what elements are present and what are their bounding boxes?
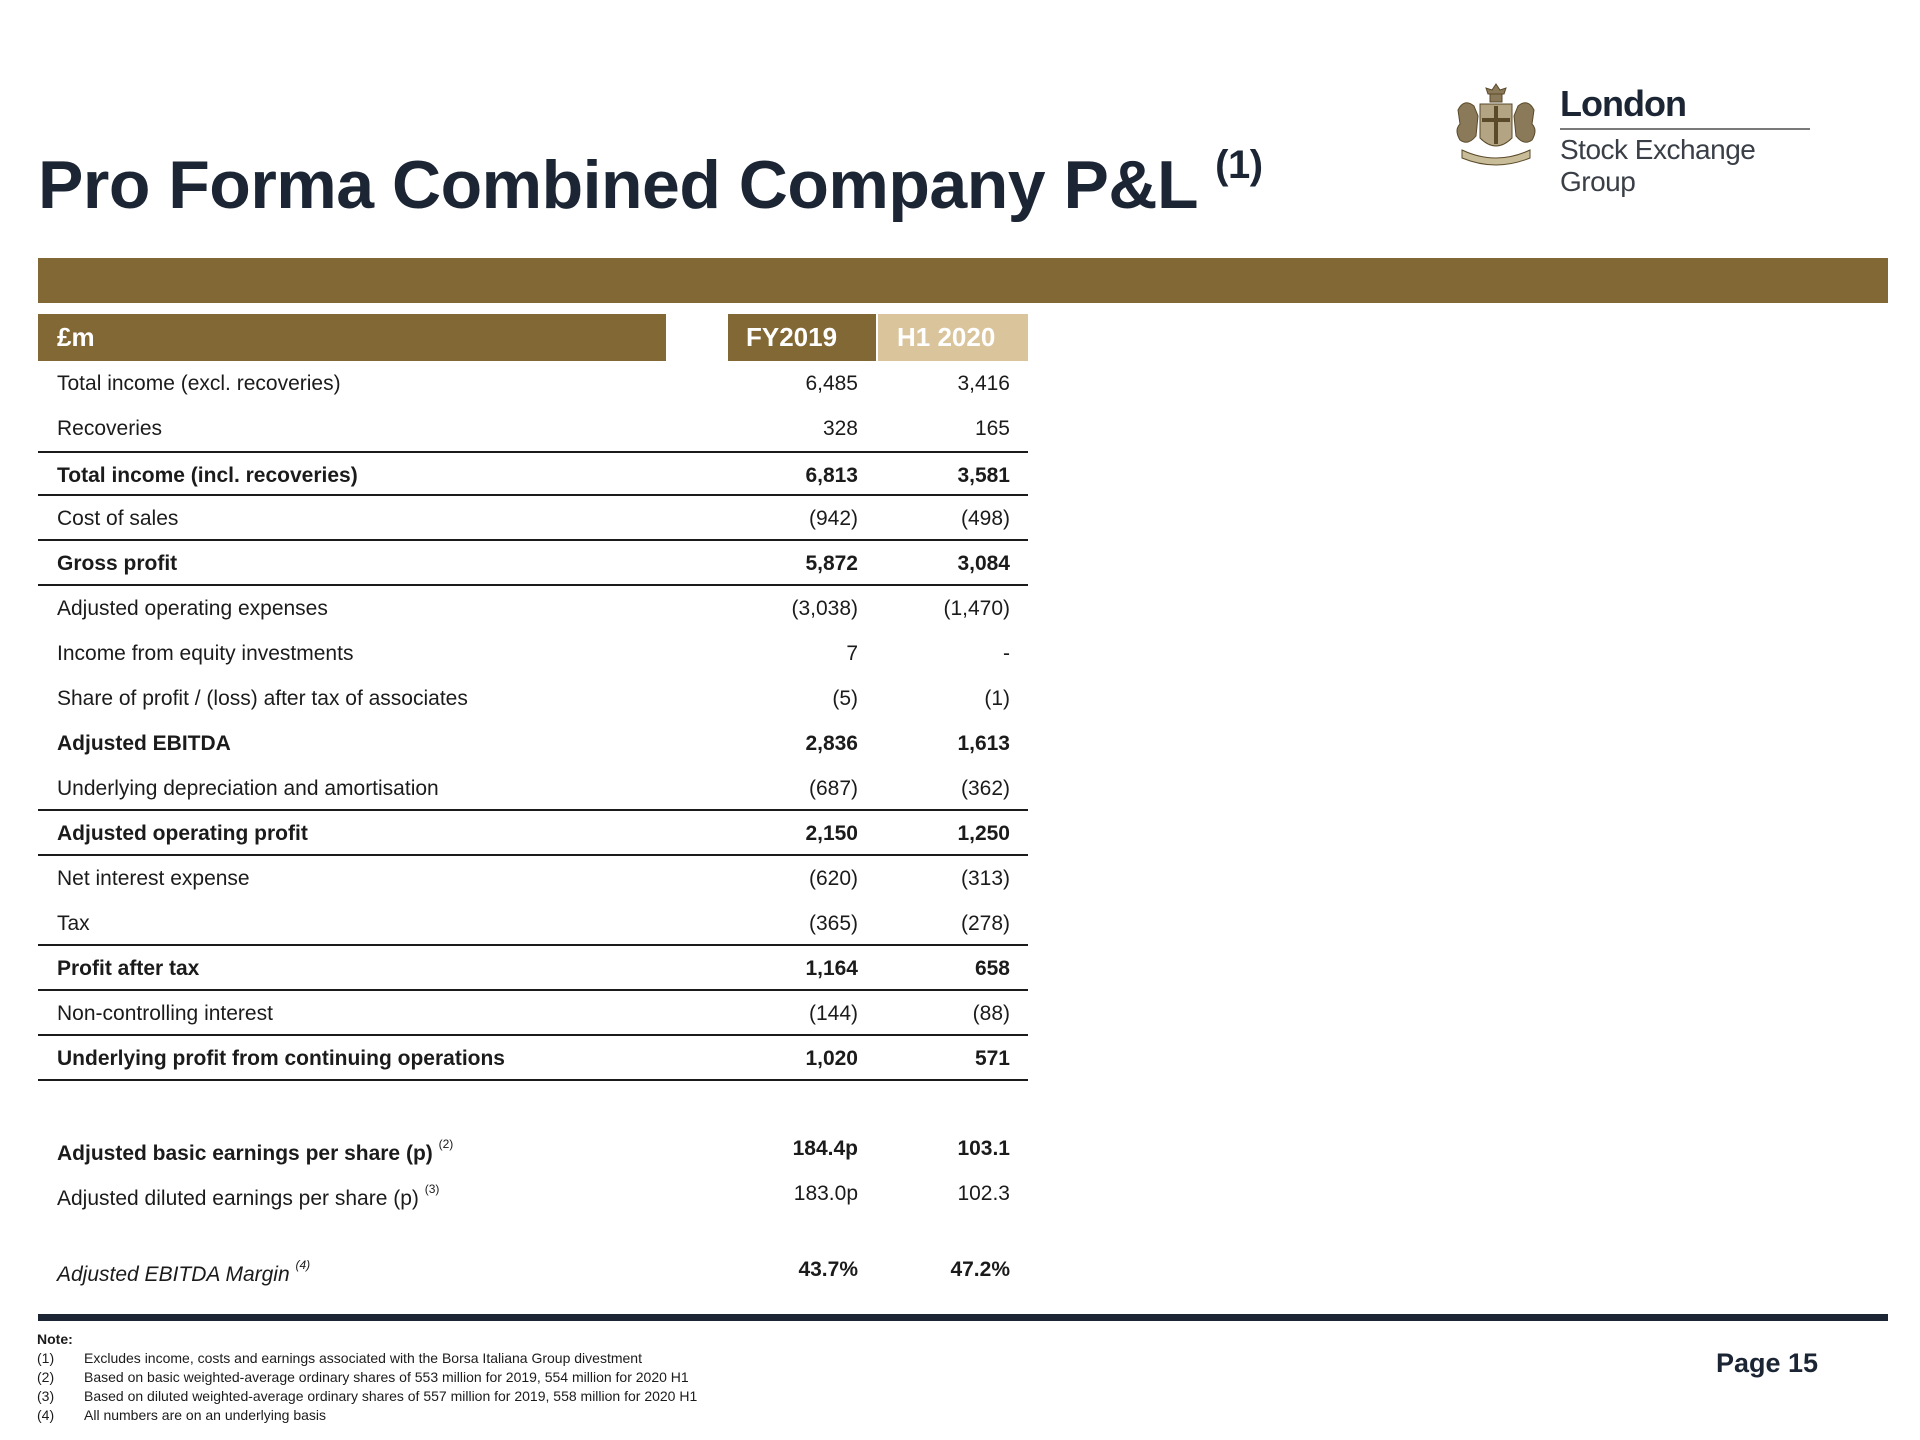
footnotes — [37, 1330, 698, 1425]
row-fy2019: (365) — [808, 912, 858, 935]
row-label: Recoveries — [57, 417, 163, 440]
row-h1-2020: 103.1 — [957, 1137, 1010, 1160]
row-fy2019: (144) — [808, 1002, 858, 1025]
row-label: Gross profit — [57, 552, 178, 575]
row-fy2019: (942) — [808, 507, 858, 530]
row-h1-2020: 1,613 — [957, 732, 1010, 755]
row-h1-2020: (88) — [972, 1002, 1010, 1025]
row-footnote: (2) — [438, 1137, 454, 1151]
row-h1-2020: 658 — [974, 957, 1010, 980]
table-row — [38, 856, 1028, 901]
pl-table — [38, 314, 1028, 1292]
table-row — [38, 496, 1028, 541]
footnote-text: Based on basic weighted-average ordinary shares of 553 million for 2019, 554 million for 2020 H1 — [84, 1369, 689, 1385]
row-label: Adjusted EBITDA — [57, 732, 231, 755]
header-fy2019: FY2019 — [728, 314, 876, 361]
row-label: Profit after tax — [57, 957, 200, 980]
row-fy2019: 1,164 — [805, 957, 858, 980]
row-label — [57, 1126, 453, 1176]
row-label-text: Adjusted EBITDA Margin — [57, 1263, 290, 1286]
row-label: Net interest expense — [57, 867, 250, 890]
logo-line-1: London — [1560, 83, 1686, 124]
table-row — [38, 541, 1028, 586]
row-label — [57, 1247, 310, 1297]
row-fy2019: (620) — [808, 867, 858, 890]
row-h1-2020: (1) — [984, 687, 1010, 710]
row-label: Total income (incl. recoveries) — [57, 464, 358, 487]
row-h1-2020: 571 — [974, 1047, 1010, 1070]
page-number: Page 15 — [1716, 1348, 1819, 1378]
page-title-text: Pro Forma Combined Company P&L — [38, 147, 1197, 223]
table-row — [38, 721, 1028, 766]
row-label: Underlying depreciation and amortisation — [57, 777, 439, 800]
table-row — [38, 361, 1028, 406]
row-fy2019: 2,836 — [805, 732, 858, 755]
row-label — [57, 1171, 439, 1221]
table-row — [38, 586, 1028, 631]
row-fy2019: 1,020 — [805, 1047, 858, 1070]
row-h1-2020: 165 — [974, 417, 1010, 440]
row-label: Non-controlling interest — [57, 1002, 273, 1025]
table-row — [38, 1036, 1028, 1081]
row-fy2019: (3,038) — [791, 597, 858, 620]
footnote-item — [37, 1406, 327, 1425]
row-h1-2020: (1,470) — [943, 597, 1010, 620]
notes-heading: Note: — [37, 1331, 73, 1347]
table-header — [38, 314, 1028, 361]
row-fy2019: 5,872 — [805, 552, 858, 575]
row-h1-2020: (362) — [960, 777, 1010, 800]
table-row — [38, 631, 1028, 676]
header-band — [38, 258, 1888, 303]
footnote-number: (2) — [37, 1369, 55, 1385]
row-h1-2020: (498) — [960, 507, 1010, 530]
header-currency: £m — [38, 314, 666, 361]
row-fy2019: (687) — [808, 777, 858, 800]
footnote-text: Based on diluted weighted-average ordinary shares of 557 million for 2019, 558 million for 2020 H1 — [84, 1388, 698, 1404]
row-label: Adjusted operating expenses — [57, 597, 328, 620]
row-fy2019: 2,150 — [805, 822, 858, 845]
row-fy2019: 184.4p — [792, 1137, 858, 1160]
row-label-text: Adjusted basic earnings per share (p) — [57, 1142, 433, 1165]
row-footnote: (4) — [295, 1258, 311, 1272]
row-h1-2020: - — [1003, 642, 1010, 665]
header-h1-2020: H1 2020 — [878, 314, 1028, 361]
row-h1-2020: 3,416 — [957, 372, 1010, 395]
table-row — [38, 676, 1028, 721]
table-row — [38, 1171, 1028, 1216]
footer-rule — [38, 1314, 1888, 1321]
footnote-item — [37, 1387, 698, 1406]
table-row — [38, 406, 1028, 451]
row-fy2019: 328 — [822, 417, 858, 440]
row-h1-2020: (278) — [960, 912, 1010, 935]
footnote-text: Excludes income, costs and earnings associated with the Borsa Italiana Group divestment — [84, 1350, 642, 1366]
row-fy2019: 7 — [846, 642, 858, 665]
row-fy2019: 6,813 — [805, 464, 858, 487]
table-row — [38, 766, 1028, 811]
table-row — [38, 811, 1028, 856]
table-row — [38, 946, 1028, 991]
row-h1-2020: 102.3 — [957, 1182, 1010, 1205]
row-label: Adjusted operating profit — [57, 822, 308, 845]
row-label: Cost of sales — [57, 507, 179, 530]
row-fy2019: 6,485 — [805, 372, 858, 395]
footnote-item — [37, 1349, 642, 1368]
table-spacer — [38, 1081, 1028, 1126]
table-row — [38, 1126, 1028, 1171]
row-footnote: (3) — [424, 1182, 440, 1196]
logo-line-2: Stock Exchange Group — [1560, 134, 1756, 197]
row-label-text: Adjusted diluted earnings per share (p) — [57, 1187, 419, 1210]
footnote-number: (4) — [37, 1407, 55, 1423]
row-label: Underlying profit from continuing operations — [57, 1047, 505, 1070]
row-label: Total income (excl. recoveries) — [57, 372, 341, 395]
table-row — [38, 451, 1028, 496]
logo-divider — [1560, 128, 1810, 130]
page-title-footnote: (1) — [1215, 143, 1263, 188]
table-row — [38, 901, 1028, 946]
footnote-item — [37, 1368, 689, 1387]
row-h1-2020: (313) — [960, 867, 1010, 890]
footnote-text: All numbers are on an underlying basis — [84, 1407, 327, 1423]
row-h1-2020: 1,250 — [957, 822, 1010, 845]
row-h1-2020: 3,581 — [957, 464, 1010, 487]
company-logo — [1450, 80, 1830, 197]
lseg-crest-icon — [1450, 80, 1542, 168]
row-h1-2020: 3,084 — [957, 552, 1010, 575]
row-label: Tax — [57, 912, 90, 935]
row-fy2019: 43.7% — [798, 1258, 858, 1281]
row-label: Share of profit / (loss) after tax of associates — [57, 687, 468, 710]
footnote-number: (3) — [37, 1388, 55, 1404]
page-title — [38, 143, 1263, 224]
table-row — [38, 1247, 1028, 1292]
row-label: Income from equity investments — [57, 642, 354, 665]
row-h1-2020: 47.2% — [950, 1258, 1010, 1281]
row-fy2019: (5) — [832, 687, 858, 710]
table-row — [38, 991, 1028, 1036]
row-fy2019: 183.0p — [793, 1182, 858, 1205]
footnote-number: (1) — [37, 1350, 55, 1366]
